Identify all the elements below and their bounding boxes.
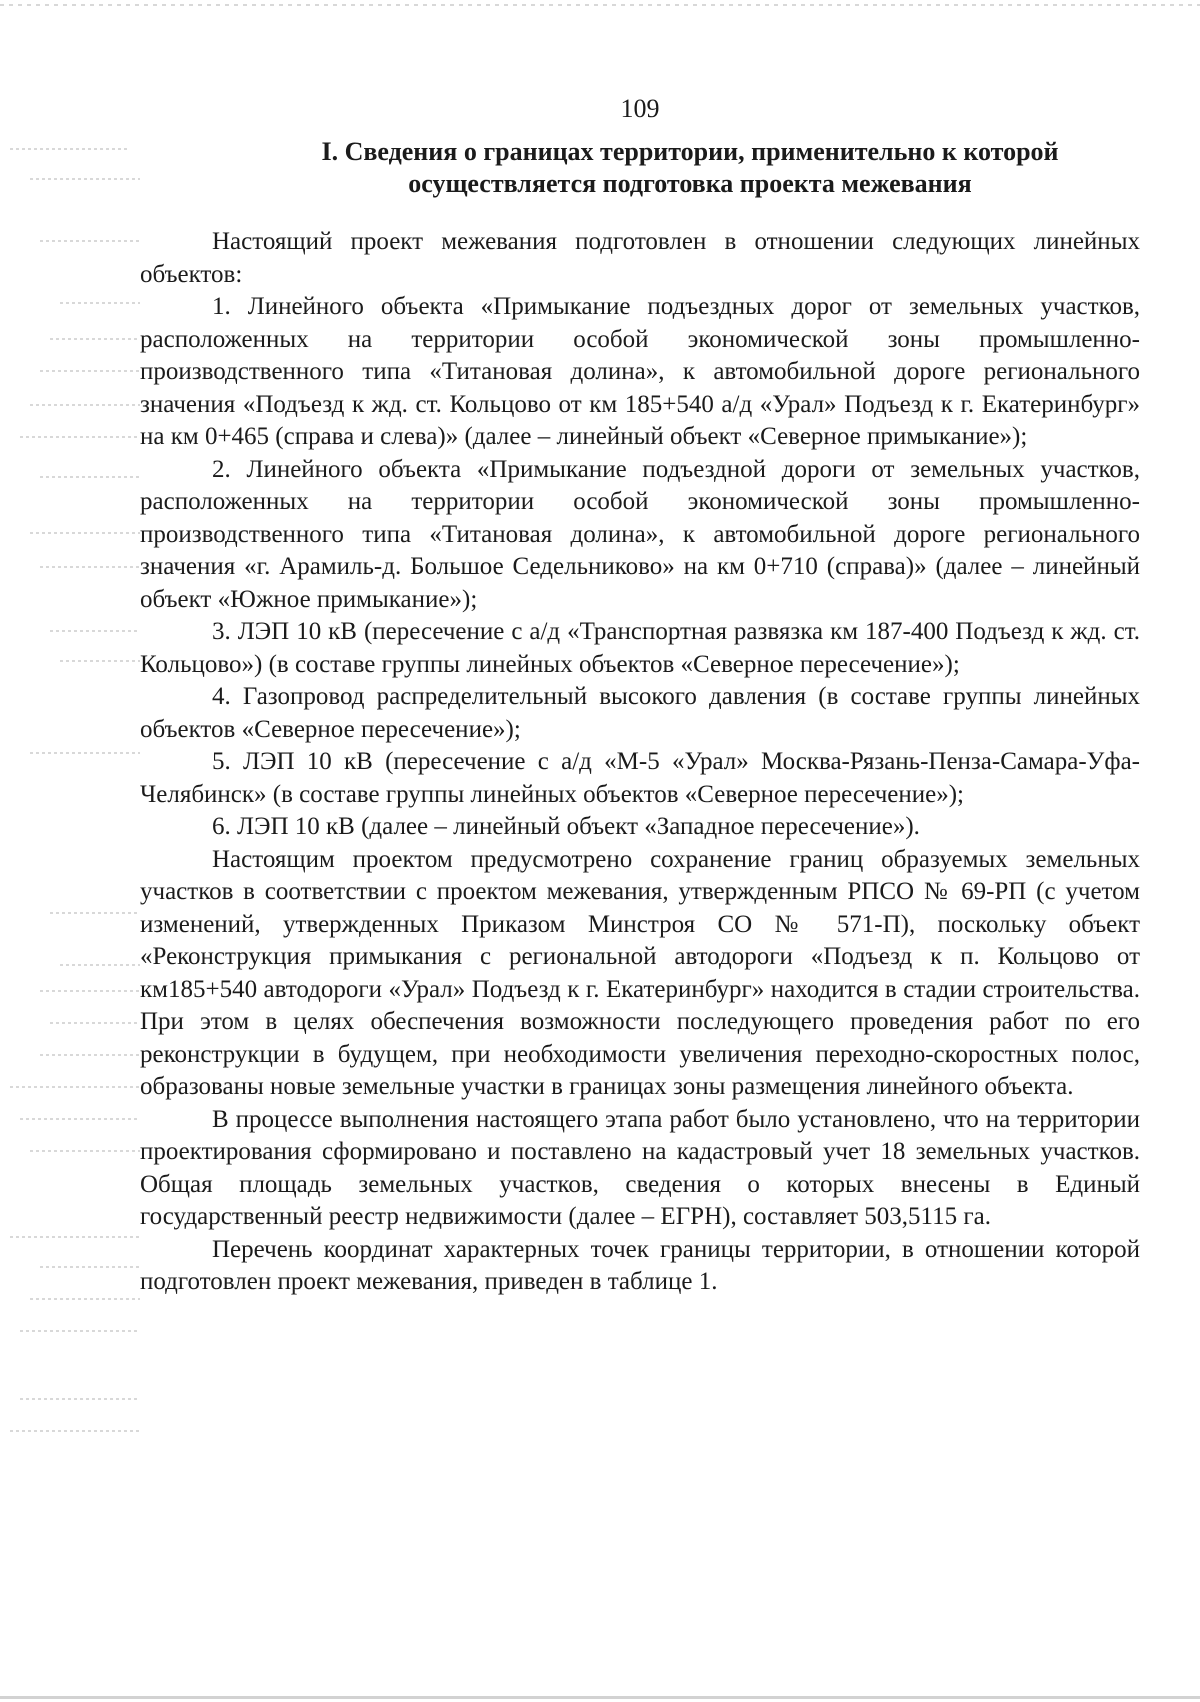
paragraph-coordinates-ref: Перечень координат характерных точек границы территории, в отношении которой подготовлен проект межевания, приведен в таблице 1. [140,1235,1140,1295]
paragraph-cadastral: В процессе выполнения настоящего этапа работ было установлено, что на территории проектирования сформировано и поставлено на кадастровый учет 18 земельных участков. Общая площадь земельных участков, сведения о которых внесены в Единый государственный реестр недвижимости (далее – ЕГРН), составляет 503,5115 га. [140,1105,1140,1230]
page-number: 109 [620,94,660,123]
paragraph-boundaries: Настоящим проектом предусмотрено сохранение границ образуемых земельных участков в соответствии с проектом межевания, утвержденным РПСО № 69-РП (с учетом изменений, утвержденных Приказом Минстроя СО № 571-П), поскольку объект «Реконструкция примыкания с региональной автодороги «Подъезд к п. Кольцово от км185+540 автодороги «Урал» Подъезд к г. Екатеринбург» находится в стадии строительства. При этом в целях обеспечения возможности последующего проведения работ по его реконструкции в будущем, при необходимости увеличения переходно-скоростных полос, образованы новые земельные участки в границах зоны размещения линейного объекта. [140,845,1140,1100]
scan-noise-left-margin [0,0,150,1702]
list-item-4: 4. Газопровод распределительный высокого давления (в составе группы линейных объектов «Северное пересечение»); [140,683,1140,743]
list-item-3: 3. ЛЭП 10 кВ (пересечение с а/д «Транспортная развязка км 187-400 Подъезд к жд. ст. Кольцово») (в составе группы линейных объектов «Северное пересечение»); [140,618,1140,678]
list-item-2: 2. Линейного объекта «Примыкание подъездной дороги от земельных участков, расположенных на территории особой экономической зоны промышленно-производственного типа «Титановая долина», к автомобильной дороге регионального значения «г. Арамиль-д. Большое Седельниково» на км 0+710 (справа)» (далее – линейный объект «Южное примыкание»); [140,455,1140,613]
list-item-5: 5. ЛЭП 10 кВ (пересечение с а/д «М-5 «Урал» Москва-Рязань-Пенза-Самара-Уфа-Челябинск» (в составе группы линейных объектов «Северное пересечение»); [140,748,1140,808]
paragraph-intro: Настоящий проект межевания подготовлен в отношении следующих линейных объектов: [140,228,1140,288]
list-item-6: 6. ЛЭП 10 кВ (далее – линейный объект «Западное пересечение»). [212,813,920,840]
section-heading: I. Сведения о границах территории, применительно к которой осуществляется подготовка проекта межевания [321,137,1059,198]
list-item-1: 1. Линейного объекта «Примыкание подъездных дорог от земельных участков, расположенных на территории особой экономической зоны промышленно-производственного типа «Титановая долина», к автомобильной дороге регионального значения «Подъезд к жд. ст. Кольцово от км 185+540 а/д «Урал» Подъезд к г. Екатеринбург» на км 0+465 (справа и слева)» (далее – линейный объект «Северное примыкание»); [140,293,1140,450]
scan-artifact-bottom [0,1696,1200,1699]
scan-artifact-top [0,4,1200,6]
document-body [140,226,1140,1299]
